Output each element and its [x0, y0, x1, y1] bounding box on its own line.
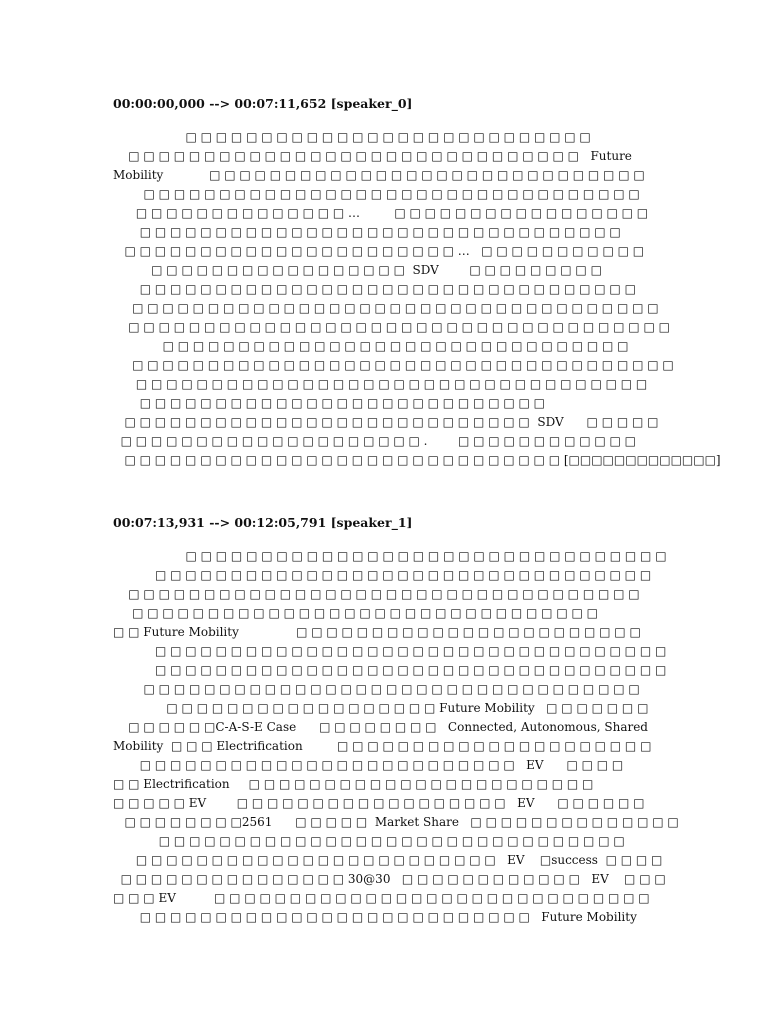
text-line: □ □ □ □ □ □ □ □ □ □ □ □ □ □ □ □ □ □ □ □ □ □ □ □ □ □ □ [113, 130, 591, 144]
text-line: □ □ □ □ □ □ □ □ □ □ □ □ □ □ □ 30@30 □ □ □ □ □ □ □ □ □ □ □ □ EV □ □ □ [113, 872, 666, 886]
text-line: □ □ □ □ □ □ □ □ □ □ □ □ □ □ □ □ □ □ □ □ □ □ □ □ □ □ □ □ □ □ □ □ □ □ □ □ [113, 320, 670, 334]
text-line: □ □ □ □ □ □ □ □ □ □ □ □ □ □ □ □ □ □ □ □ □ □ □ □ □ □ □ □ □ □ □ [113, 339, 629, 353]
text-line: □ □ □ □ □ □ □ □ □ □ □ □ □ □ □ □ □ □ □ □ □ □ □ □ □ □ □ □ □ □ □ □ □ □ □ [113, 301, 659, 315]
text-line: □ □ □ □ □ □ □ □ □ □ □ □ □ □ □ □ □ □ □ □ □ □ □ □ □ □ □ □ □ □ □ □ □ □ [113, 644, 667, 658]
segment-text [113, 128, 758, 470]
segment-timestamp: 00:07:13,931 --> 00:12:05,791 [speaker_1] [113, 515, 413, 530]
text-line: Mobility □ □ □ □ □ □ □ □ □ □ □ □ □ □ □ □ □ □ □ □ □ □ □ □ □ □ □ □ □ [113, 168, 645, 182]
text-line: □ □ □ □ □ □ □ □2561 □ □ □ □ □ Market Share □ □ □ □ □ □ □ □ □ □ □ □ □ □ [113, 815, 679, 829]
text-line: □ □ □ □ □ EV □ □ □ □ □ □ □ □ □ □ □ □ □ □ □ □ □ □ EV □ □ □ □ □ □ [113, 796, 645, 810]
text-line: □ □ □ □ □ □ □ □ □ □ □ □ □ □ □ □ □ □ □ □ □ □ □ □ □ □ □ SDV □ □ □ □ □ [113, 415, 659, 429]
segment-timestamp: 00:00:00,000 --> 00:07:11,652 [speaker_0] [113, 96, 413, 111]
text-line: □ □ □ □ □ □ □ □ □ □ □ □ □ □ □ □ □ □ □ □ □ □ □ □ □ □ □ □ □ □ □ □ □ □ [113, 587, 640, 601]
segment-text [113, 547, 758, 927]
text-line: □ □ □ □ □ □ □ □ □ □ □ □ □ □ □ □ □ □ □ □ □ □ □ □ □ □ □ □ □ □ □ □ □ □ [113, 663, 667, 677]
transcript-segment-1 [113, 513, 758, 927]
text-line: □ □ □ □ □ □ □ □ □ □ □ □ □ □ □ □ □ □ □ □ □ □ □ □ □ □ □ □ □ □ □ □ □ □ [113, 377, 648, 391]
text-line: □ □ □ □ □ □ □ □ □ □ □ □ □ □ □ □ □ □ □ □ □ □ □ □ □ □ □ □ □ □ □ □ [113, 549, 667, 563]
text-line: □ □ □ □ □ □ □ □ □ □ □ □ □ □ □ □ □ □ □ □ □ □ □ □ □ □ □ □ □ □ □ [113, 834, 625, 848]
text-line: □ □ □ □ □ □ □ □ □ □ □ □ □ □ □ □ □ □ □ □ □ □ □ □ □ □ □ □ □ □ □ [113, 606, 598, 620]
text-line: □ □ □ □ □ □ □ □ □ □ □ □ □ □ □ □ □ □ □ □ . □ □ □ □ □ □ □ □ □ □ □ □ [113, 434, 637, 448]
text-line: □ □ □ □ □ □ □ □ □ □ □ □ □ □ □ □ □ □ □ □ □ □ □ □ □ EV □ □ □ □ [113, 758, 624, 772]
text-line: □ □ □ □ □ □ □ □ □ □ □ □ □ □ □ □ □ SDV □ □ □ □ □ □ □ □ □ [113, 263, 602, 277]
text-line: □ □ □ □ □ □ □ □ □ □ □ □ □ □ □ □ □ □ □ □ □ □ □ □ □ □ □ □ □ □ Future [113, 149, 632, 163]
transcript-segment-0 [113, 94, 758, 470]
text-line: □ □ □ □ □ □ □ □ □ □ □ □ □ □ □ □ □ □ □ □ □ □ □ □ □ □ □ □ □ □ □ □ □ [113, 682, 640, 696]
text-line: □ □ □ □ □ □ □ □ □ □ □ □ □ □ □ □ □ □ □ □ □ □ □ □ □ □ □ □ □ □ □ □ □ [113, 187, 640, 201]
text-line: □ □ □ □ □ □ □ □ □ □ □ □ □ □ □ □ □ □ □ □ □ □ □ □ □ □ Future Mobility [113, 910, 637, 924]
text-line: Mobility □ □ □ Electrification □ □ □ □ □ □ □ □ □ □ □ □ □ □ □ □ □ □ □ □ □ [113, 739, 652, 753]
text-line: □ □ □ □ □ □ □ □ □ □ □ □ □ □ □ □ □ □ □ □ □ □ □ □ □ □ □ [113, 396, 545, 410]
text-line: □ □ □ EV □ □ □ □ □ □ □ □ □ □ □ □ □ □ □ □ □ □ □ □ □ □ □ □ □ □ □ □ □ [113, 891, 650, 905]
text-line: □ □ Future Mobility □ □ □ □ □ □ □ □ □ □ □ □ □ □ □ □ □ □ □ □ □ □ □ [113, 625, 641, 639]
text-line: □ □ □ □ □ □ □ □ □ □ □ □ □ □ □ □ □ □ Future Mobility □ □ □ □ □ □ □ [113, 701, 649, 715]
text-line: □ □ □ □ □ □ □ □ □ □ □ □ □ □ □ □ □ □ □ □ □ □ □ □ EV □success □ □ □ □ [113, 853, 663, 867]
text-line: □ □ Electrification □ □ □ □ □ □ □ □ □ □ □ □ □ □ □ □ □ □ □ □ □ □ □ [113, 777, 594, 791]
text-line: □ □ □ □ □ □ □ □ □ □ □ □ □ □ □ □ □ □ □ □ □ □ □ □ □ □ □ □ □ [□□□□□□□□□□□□□] [113, 453, 721, 467]
text-line: □ □ □ □ □ □ □ □ □ □ □ □ □ □ □ □ □ □ □ □ □ □ … □ □ □ □ □ □ □ □ □ □ □ [113, 244, 645, 258]
text-line: □ □ □ □ □ □ □ □ □ □ □ □ □ □ □ □ □ □ □ □ □ □ □ □ □ □ □ □ □ □ □ □ □ □ □ □ [113, 358, 674, 372]
text-line: □ □ □ □ □ □C-A-S-E Case □ □ □ □ □ □ □ □ Connected, Autonomous, Shared [113, 720, 648, 734]
text-line: □ □ □ □ □ □ □ □ □ □ □ □ □ □ □ □ □ □ □ □ □ □ □ □ □ □ □ □ □ □ □ □ □ [113, 282, 636, 296]
text-line: □ □ □ □ □ □ □ □ □ □ □ □ □ □ □ □ □ □ □ □ □ □ □ □ □ □ □ □ □ □ □ □ □ [113, 568, 652, 582]
text-line: □ □ □ □ □ □ □ □ □ □ □ □ □ □ … □ □ □ □ □ □ □ □ □ □ □ □ □ □ □ □ □ [113, 206, 649, 220]
text-line: □ □ □ □ □ □ □ □ □ □ □ □ □ □ □ □ □ □ □ □ □ □ □ □ □ □ □ □ □ □ □ □ [113, 225, 621, 239]
